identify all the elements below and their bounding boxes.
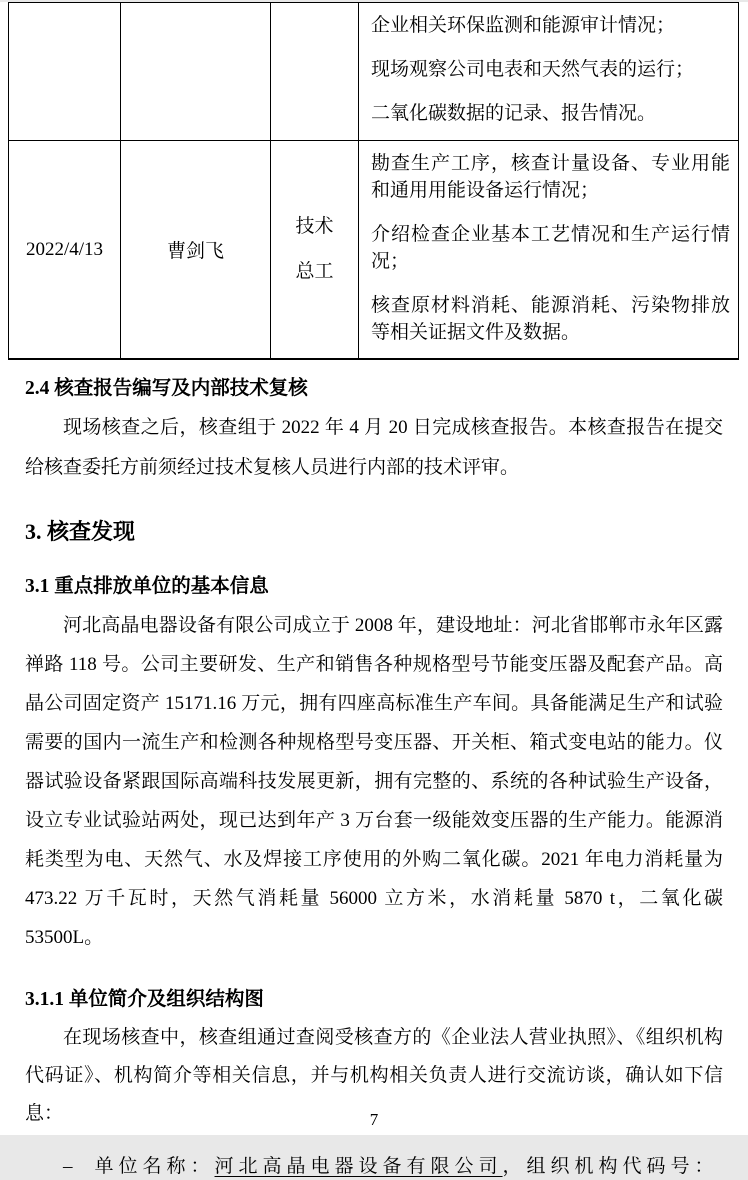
section-3-1-1-paragraph: 在现场核查中，核查组通过查阅受核查方的《企业法人营业执照》、《组织机构代码证》、机构简介等相关信息，并与机构相关负责人进行交流访谈，确认如下信息： xyxy=(25,1027,723,1124)
task-item: 现场观察公司电表和天然气表的运行； xyxy=(371,59,695,80)
section-3-heading: 3. 核查发现 xyxy=(25,519,136,544)
bullet-unit-name xyxy=(63,1154,723,1180)
table-row-continued xyxy=(9,3,739,141)
task-item: 介绍检查企业基本工艺情况和生产运行情况； xyxy=(371,224,730,272)
unit-name-value: 河北高晶电器设备有限公司 xyxy=(214,1156,503,1177)
role-line: 技术 xyxy=(295,216,334,237)
task-item: 二氧化碳数据的记录、报告情况。 xyxy=(371,103,657,124)
cell-date xyxy=(9,3,121,141)
cell-tasks xyxy=(359,3,739,141)
verification-schedule-table xyxy=(8,2,739,360)
section-3-1-1-heading: 3.1.1 单位简介及组织结构图 xyxy=(25,989,264,1010)
cell-role xyxy=(271,141,359,360)
page-number: 7 xyxy=(369,1110,379,1129)
task-item: 核查原材料消耗、能源消耗、污染物排放等相关证据文件及数据。 xyxy=(371,295,730,343)
section-2-4-heading: 2.4 核查报告编写及内部技术复核 xyxy=(25,378,308,399)
cell-name xyxy=(121,3,271,141)
cell-name: 曹剑飞 xyxy=(121,141,271,360)
section-2-4-paragraph: 现场核查之后，核查组于 2022 年 4 月 20 日完成核查报告。本核查报告在提交给核查委托方前须经过技术复核人员进行内部的技术评审。 xyxy=(25,417,723,478)
bullet-dash: – xyxy=(63,1156,73,1177)
task-item: 勘查生产工序，核查计量设备、专业用能和通用用能设备运行情况； xyxy=(371,153,730,201)
cell-tasks xyxy=(359,141,739,360)
section-3-1-paragraph: 河北高晶电器设备有限公司成立于 2008 年，建设地址：河北省邯郸市永年区露禅路 118 号。公司主要研发、生产和销售各种规格型号节能变压器及配套产品。高晶公司固定资产 15171.16 万元，拥有四座高标准生产车间。具备能满足生产和试验需要的国内一流生产和检测各种规格型号变压器、开关柜、箱式变电站的能力。仪器试验设备紧跟国际高端科技发展更新，拥有完整的、系统的各种试验生产设备，设立专业试验站两处，现已达到年产 3 万台套一级能效变压器的生产能力。能源消耗类型为电、天然气、水及焊接工序使用的外购二氧化碳。2021 年电力消耗量为 473.22 万千瓦时，天然气消耗量 56000 立方米，水消耗量 5870 t，二氧化碳 53500L。 xyxy=(25,615,723,948)
table-row xyxy=(9,141,739,360)
cell-role xyxy=(271,3,359,141)
role-line: 总工 xyxy=(295,261,334,282)
document-page xyxy=(0,2,748,1177)
section-3-1-heading: 3.1 重点排放单位的基本信息 xyxy=(25,576,269,597)
cell-date: 2022/4/13 xyxy=(9,141,121,360)
unit-name-label: 单位名称： xyxy=(94,1156,215,1177)
unit-name-suffix: ，组织机构代码号： xyxy=(502,1156,719,1177)
task-item: 企业相关环保监测和能源审计情况； xyxy=(371,15,676,36)
